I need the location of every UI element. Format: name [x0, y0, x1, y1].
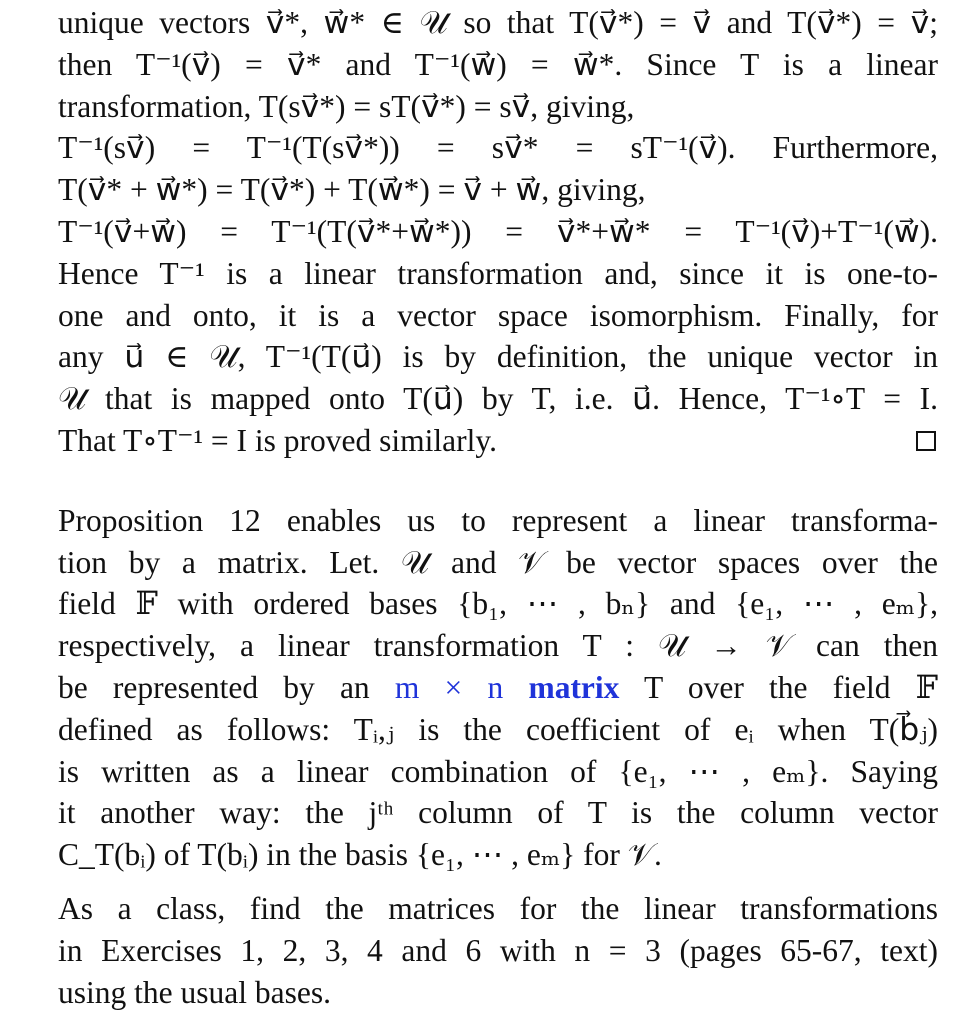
- text-line: respectively, a linear transformation T : 𝒰 → 𝒱 can then: [58, 628, 938, 664]
- exercise-paragraph: [58, 888, 938, 1013]
- text-line: is written as a linear combination of {e₁, ⋯ , eₘ}. Saying: [58, 753, 938, 789]
- text-line: T⁻¹(sv⃗) = T⁻¹(T(sv⃗*)) = sv⃗* = sT⁻¹(v⃗). Furthermore,: [58, 130, 938, 166]
- text-line: T⁻¹(v⃗+w⃗) = T⁻¹(T(v⃗*+w⃗*)) = v⃗*+w⃗* = T⁻¹(v⃗)+T⁻¹(w⃗).: [58, 213, 938, 249]
- text-line: T(v⃗* + w⃗*) = T(v⃗*) + T(w⃗*) = v⃗ + w⃗, giving,: [58, 172, 646, 208]
- text-line: tion by a matrix. Let. 𝒰 and 𝒱 be vector spaces over the: [58, 544, 938, 580]
- text-line: Proposition 12 enables us to represent a linear transforma-: [58, 502, 938, 538]
- matrix-dimension-link[interactable]: m × n: [394, 669, 504, 705]
- text-line: one and onto, it is a vector space isomorphism. Finally, for: [58, 297, 938, 333]
- text-line: That T∘T⁻¹ = I is proved similarly.: [58, 422, 497, 458]
- text-line: [58, 667, 938, 709]
- text-line: Hence T⁻¹ is a linear transformation and, since it is one-to-: [58, 255, 938, 291]
- text-line: defined as follows: Tᵢ,ⱼ is the coefficient of eᵢ when T(b⃗ⱼ): [58, 711, 938, 747]
- text-line: any u⃗ ∈ 𝒰, T⁻¹(T(u⃗) is by definition, the unique vector in: [58, 339, 938, 375]
- text-line: then T⁻¹(v⃗) = v⃗* and T⁻¹(w⃗) = w⃗*. Since T is a linear: [58, 46, 938, 82]
- text-line: it another way: the jᵗʰ column of T is the column vector: [58, 795, 938, 831]
- text-line: C_T(bᵢ) of T(bᵢ) in the basis {e₁, ⋯ , eₘ} for 𝒱.: [58, 837, 662, 873]
- document-page: [58, 2, 938, 1013]
- text-line: using the usual bases.: [58, 974, 331, 1010]
- text-line: 𝒰 that is mapped onto T(u⃗) by T, i.e. u⃗. Hence, T⁻¹∘T = I.: [58, 381, 938, 417]
- qed-box-icon: [916, 431, 936, 451]
- proof-paragraph: [58, 2, 938, 462]
- text-line: unique vectors v⃗*, w⃗* ∈ 𝒰 so that T(v⃗*) = v⃗ and T(v⃗*) = v⃗;: [58, 5, 938, 40]
- matrix-definition-link[interactable]: matrix: [528, 669, 620, 705]
- matrix-representation-paragraph: [58, 500, 938, 876]
- proof-final-line: [58, 420, 938, 462]
- text-line: As a class, find the matrices for the linear transformations: [58, 890, 938, 926]
- text-segment: T over the field 𝔽: [644, 669, 938, 705]
- text-segment: be represented by an: [58, 669, 370, 705]
- text-line: transformation, T(sv⃗*) = sT(v⃗*) = sv⃗, giving,: [58, 88, 635, 124]
- text-line: in Exercises 1, 2, 3, 4 and 6 with n = 3 (pages 65-67, text): [58, 932, 938, 968]
- text-line: field 𝔽 with ordered bases {b₁, ⋯ , bₙ} and {e₁, ⋯ , eₘ},: [58, 586, 938, 622]
